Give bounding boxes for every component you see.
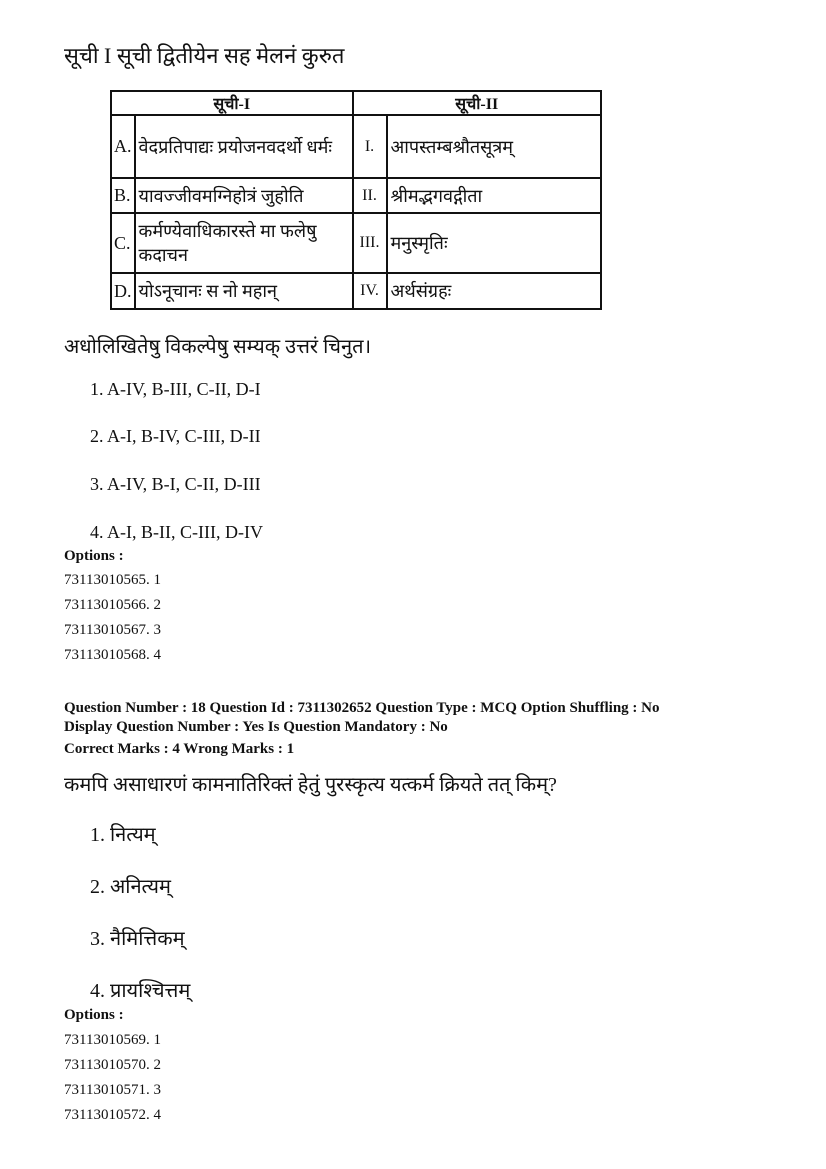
row-label: C. <box>111 213 135 273</box>
table-header-row <box>111 91 601 115</box>
choice-4: 4. A-I, B-II, C-III, D-IV <box>90 522 263 542</box>
question-meta: Question Number : 18 Question Id : 7311302652 Question Type : MCQ Option Shuffling : No <box>64 700 660 716</box>
table-row <box>111 178 601 213</box>
choice-1: 1. A-IV, B-III, C-II, D-I <box>90 379 261 399</box>
option-id: 73113010572. 4 <box>64 1107 161 1123</box>
choice-3: 3. A-IV, B-I, C-II, D-III <box>90 474 261 494</box>
choice-1: 1. नित्यम् <box>90 824 156 846</box>
options-label: Options : <box>64 1007 124 1023</box>
row-roman: IV. <box>353 273 387 309</box>
match-table <box>110 90 602 310</box>
row-left-text: कर्मण्येवाधिकारस्ते मा फलेषु कदाचन <box>135 213 353 273</box>
choice-2: 2. A-I, B-IV, C-III, D-II <box>90 426 261 446</box>
choice-4: 4. प्रायश्चित्तम् <box>90 980 191 1002</box>
table-row <box>111 213 601 273</box>
row-label: D. <box>111 273 135 309</box>
row-roman: I. <box>353 115 387 178</box>
option-id: 73113010570. 2 <box>64 1057 161 1073</box>
options-label: Options : <box>64 548 124 564</box>
row-right-text: आपस्तम्बश्रौतसूत्रम् <box>387 115 602 178</box>
question-marks: Correct Marks : 4 Wrong Marks : 1 <box>64 741 295 757</box>
table-row <box>111 115 601 178</box>
question-prompt: अधोलिखितेषु विकल्पेषु सम्यक् उत्तरं चिनुत। <box>64 336 372 358</box>
row-left-text: वेदप्रतिपाद्यः प्रयोजनवदर्थो धर्मः <box>135 115 353 178</box>
option-id: 73113010568. 4 <box>64 647 161 663</box>
option-id: 73113010566. 2 <box>64 597 161 613</box>
row-right-text: मनुस्मृतिः <box>387 213 602 273</box>
question-meta: Display Question Number : Yes Is Question Mandatory : No <box>64 719 448 735</box>
row-right-text: श्रीमद्भगवद्गीता <box>387 178 602 213</box>
row-label: B. <box>111 178 135 213</box>
row-label: A. <box>111 115 135 178</box>
option-id: 73113010565. 1 <box>64 572 161 588</box>
match-instruction: सूची I सूची द्वितीयेन सह मेलनं कुरुत <box>64 43 345 68</box>
header-list-2: सूची-II <box>353 91 602 115</box>
choice-2: 2. अनित्यम् <box>90 876 171 898</box>
row-roman: III. <box>353 213 387 273</box>
option-id: 73113010571. 3 <box>64 1082 161 1098</box>
header-list-1: सूची-I <box>111 91 353 115</box>
option-id: 73113010569. 1 <box>64 1032 161 1048</box>
row-right-text: अर्थसंग्रहः <box>387 273 602 309</box>
question-text: कमपि असाधारणं कामनातिरिक्तं हेतुं पुरस्कृत्य यत्कर्म क्रियते तत् किम्? <box>64 774 557 796</box>
option-id: 73113010567. 3 <box>64 622 161 638</box>
row-roman: II. <box>353 178 387 213</box>
table-row <box>111 273 601 309</box>
row-left-text: यावज्जीवमग्निहोत्रं जुहोति <box>135 178 353 213</box>
choice-3: 3. नैमित्तिकम् <box>90 928 185 950</box>
row-left-text: योऽनूचानः स नो महान् <box>135 273 353 309</box>
